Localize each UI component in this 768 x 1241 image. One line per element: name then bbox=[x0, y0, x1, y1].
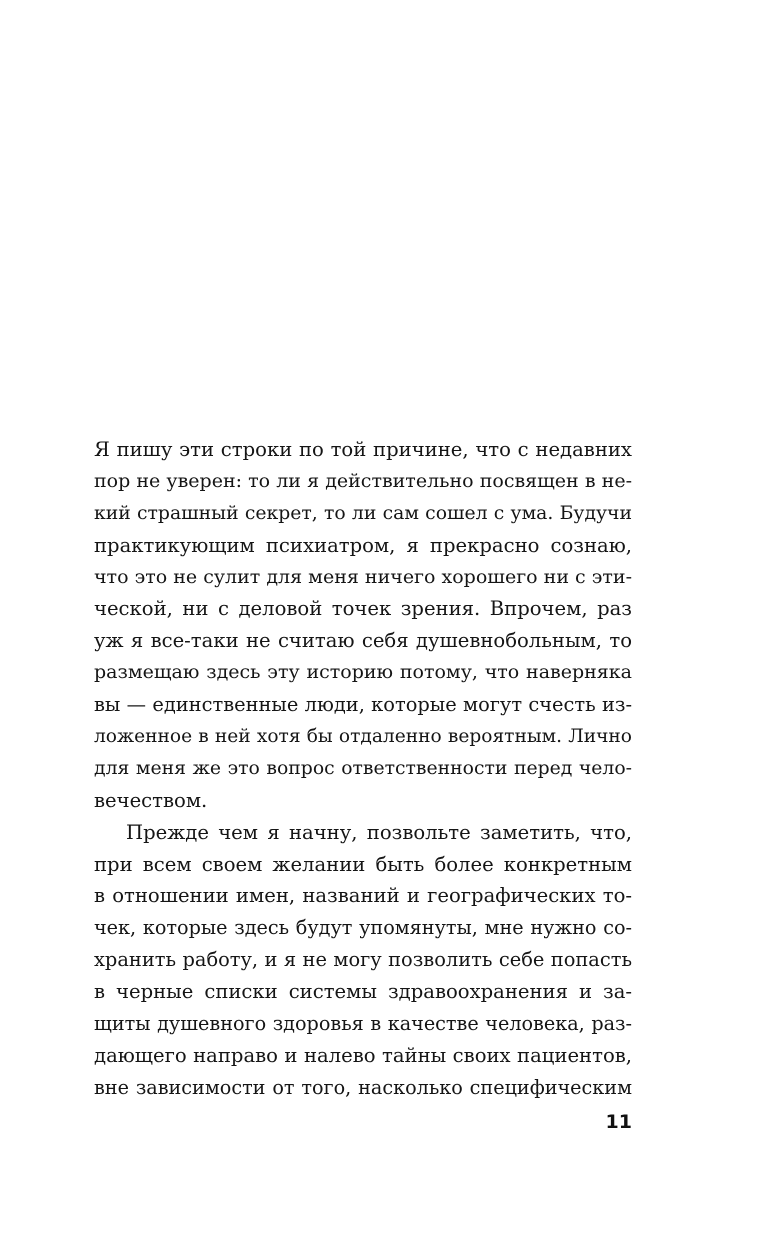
text-line: ческой, ни с деловой точек зрения. Впрочем, раз bbox=[94, 597, 632, 621]
text-line: щиты душевного здоровья в качестве человека, раз- bbox=[94, 1012, 632, 1036]
text-line: при всем своем желании быть более конкретным bbox=[94, 852, 632, 876]
text-line: что это не сулит для меня ничего хорошего ни с эти- bbox=[94, 565, 632, 588]
text-line: вне зависимости от того, насколько специфическим bbox=[94, 1075, 632, 1099]
text-line: Я пишу эти строки по той причине, что с недавних bbox=[94, 438, 632, 461]
text-line: Прежде чем я начну, позвольте заметить, что, bbox=[126, 820, 632, 844]
text-line: размещаю здесь эту историю потому, что наверняка bbox=[94, 661, 632, 684]
text-line: в отношении имен, названий и географических то- bbox=[94, 884, 632, 908]
text-line: чек, которые здесь будут упомянуты, мне нужно со- bbox=[94, 916, 632, 940]
text-line: вы — единственные люди, которые могут счесть из- bbox=[94, 693, 632, 717]
text-line: для меня же это вопрос ответственности перед чело- bbox=[94, 757, 632, 779]
text-line: кий страшный секрет, то ли сам сошел с ума. Будучи bbox=[94, 502, 632, 524]
text-line: вечеством. bbox=[94, 788, 208, 812]
page-number: 11 bbox=[605, 1111, 632, 1133]
text-line: в черные списки системы здравоохранения и за- bbox=[94, 980, 632, 1004]
text-line: дающего направо и налево тайны своих пациентов, bbox=[94, 1043, 632, 1067]
text-line: практикующим психиатром, я прекрасно сознаю, bbox=[94, 533, 632, 557]
text-line: пор не уверен: то ли я действительно посвящен в не- bbox=[94, 469, 632, 492]
text-line: хранить работу, и я не могу позволить себе попасть bbox=[94, 948, 632, 972]
paragraph-2 bbox=[94, 817, 632, 1104]
body-text bbox=[94, 434, 632, 1104]
text-line: уж я все-таки не считаю себя душевнобольным, то bbox=[94, 629, 632, 653]
paragraph-1 bbox=[94, 434, 632, 817]
text-line: ложенное в ней хотя бы отдаленно вероятным. Лично bbox=[94, 726, 632, 748]
